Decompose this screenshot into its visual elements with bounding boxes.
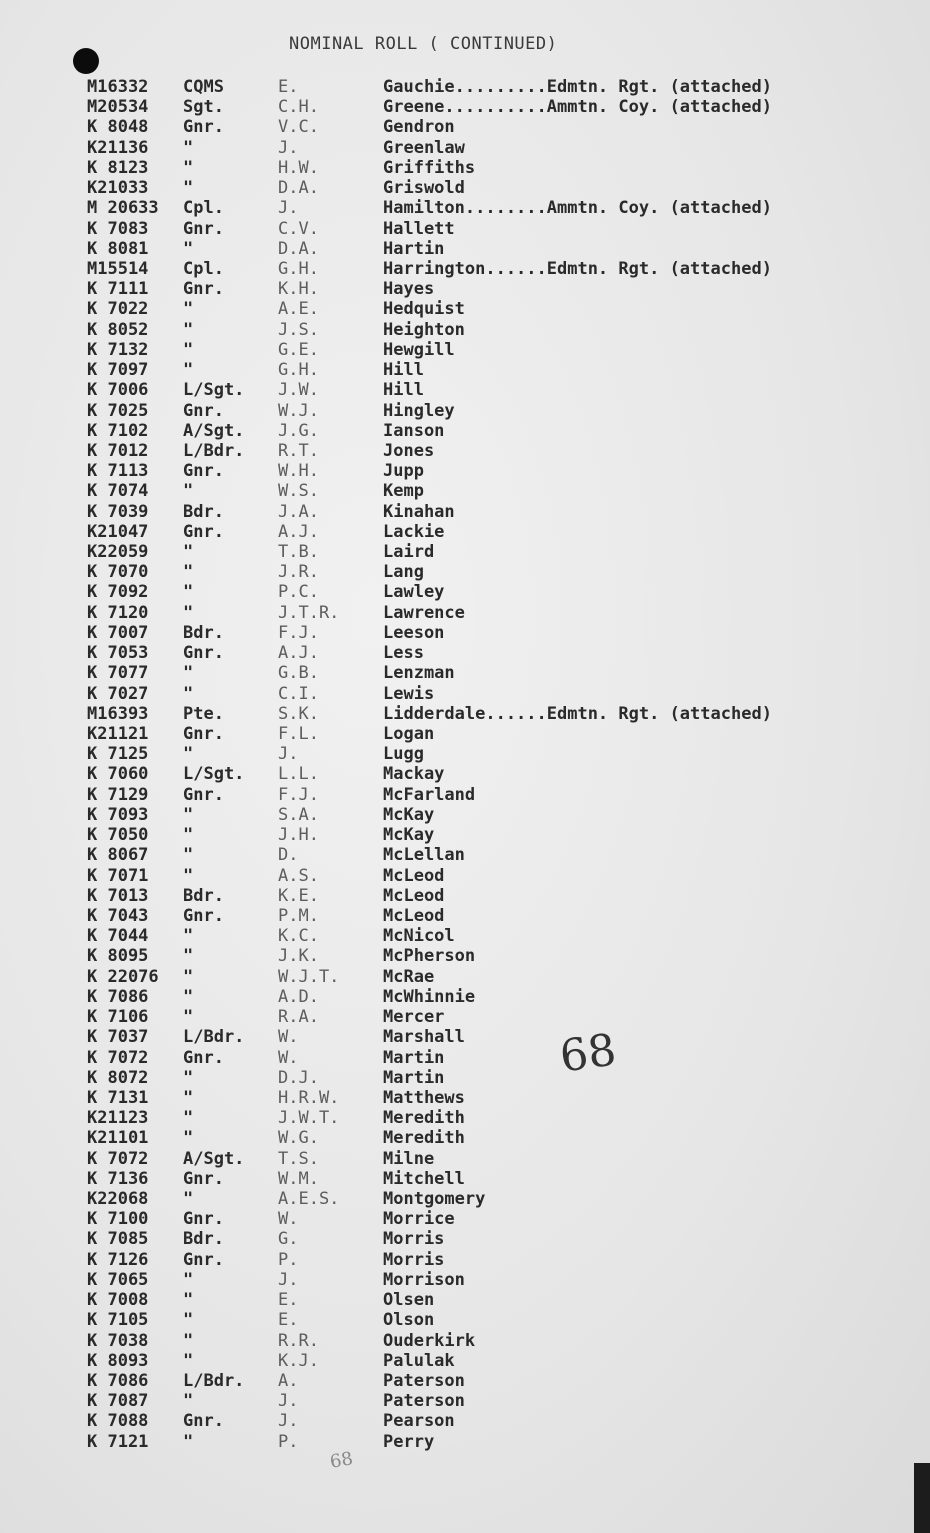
- initials: W.J.T.: [278, 966, 340, 987]
- service-number: K 7132: [87, 339, 149, 360]
- surname: Mitchell: [383, 1168, 465, 1189]
- initials: D.: [278, 845, 299, 866]
- page-title: NOMINAL ROLL ( CONTINUED): [289, 34, 558, 54]
- surname: Hingley: [383, 400, 455, 421]
- initials: R.R.: [278, 1330, 319, 1351]
- surname: Griswold: [383, 178, 465, 199]
- rank: ": [183, 178, 194, 199]
- surname: Gauchie.........Edmtn. Rgt. (attached): [383, 77, 772, 97]
- surname: Montgomery: [383, 1189, 486, 1210]
- rank: L/Sgt.: [183, 380, 245, 401]
- surname: Hill: [383, 380, 424, 401]
- service-number: K 7092: [87, 582, 149, 603]
- service-number: K 7100: [87, 1209, 149, 1230]
- surname: Perry: [383, 1431, 435, 1452]
- initials: J.H.: [278, 825, 319, 846]
- initials: J.: [278, 744, 299, 765]
- surname: McRae: [383, 966, 435, 987]
- surname: Lackie: [383, 521, 445, 542]
- initials: J.: [278, 198, 299, 219]
- service-number: K 7022: [87, 299, 149, 320]
- surname: Lidderdale......Edmtn. Rgt. (attached): [383, 703, 772, 724]
- rank: Sgt.: [183, 97, 224, 118]
- rank: Gnr.: [183, 784, 224, 805]
- rank: Gnr.: [183, 1209, 224, 1230]
- rank: L/Sgt.: [183, 764, 245, 785]
- service-number: K22068: [87, 1189, 149, 1210]
- service-number: K 7038: [87, 1330, 149, 1351]
- surname: Lawrence: [383, 602, 465, 623]
- surname: Martin: [383, 1067, 445, 1088]
- initials: J.W.: [278, 380, 319, 401]
- service-number: K21047: [87, 521, 149, 542]
- initials: K.H.: [278, 279, 319, 300]
- surname: Paterson: [383, 1391, 465, 1412]
- service-number: K 7065: [87, 1269, 149, 1290]
- service-number: K 7012: [87, 440, 149, 461]
- initials: C.H.: [278, 97, 319, 118]
- service-number: K 7131: [87, 1087, 149, 1108]
- initials: K.C.: [278, 926, 319, 947]
- initials: A.J.: [278, 643, 319, 664]
- initials: J.A.: [278, 501, 319, 522]
- service-number: K 7072: [87, 1148, 149, 1169]
- surname: Hayes: [383, 279, 435, 300]
- rank: ": [183, 339, 194, 360]
- rank: Pte.: [183, 703, 224, 724]
- service-number: K 7086: [87, 986, 149, 1007]
- surname: Palulak: [383, 1350, 455, 1371]
- initials: S.A.: [278, 804, 319, 825]
- initials: E.: [278, 1310, 299, 1331]
- initials: T.B.: [278, 542, 319, 563]
- service-number: K 7013: [87, 885, 149, 906]
- surname: McWhinnie: [383, 986, 476, 1007]
- initials: W.: [278, 1027, 299, 1048]
- initials: G.H.: [278, 258, 319, 279]
- initials: G.: [278, 1229, 299, 1250]
- surname: Matthews: [383, 1087, 465, 1108]
- surname: Olson: [383, 1310, 435, 1331]
- initials: D.A.: [278, 238, 319, 259]
- surname: Lugg: [383, 744, 424, 765]
- rank: ": [183, 1189, 194, 1210]
- service-number: K 7085: [87, 1229, 149, 1250]
- rank: Bdr.: [183, 1229, 224, 1250]
- surname: Hewgill: [383, 339, 455, 360]
- initials: P.: [278, 1431, 299, 1452]
- initials: W.M.: [278, 1168, 319, 1189]
- surname: Hedquist: [383, 299, 465, 320]
- surname: Marshall: [383, 1027, 465, 1048]
- service-number: K 7071: [87, 865, 149, 886]
- initials: A.J.: [278, 521, 319, 542]
- initials: W.: [278, 1047, 299, 1068]
- service-number: K 7105: [87, 1310, 149, 1331]
- service-number: M16393: [87, 703, 149, 724]
- surname: Heighton: [383, 319, 465, 340]
- surname: Martin: [383, 1047, 445, 1068]
- initials: W.S.: [278, 481, 319, 502]
- service-number: K 8048: [87, 117, 149, 138]
- surname: McLeod: [383, 885, 445, 906]
- rank: Gnr.: [183, 218, 224, 239]
- service-number: K21136: [87, 137, 149, 158]
- rank: Gnr.: [183, 117, 224, 138]
- initials: F.L.: [278, 724, 319, 744]
- surname: Pearson: [383, 1411, 455, 1432]
- rank: Gnr.: [183, 1168, 224, 1189]
- initials: A.E.S.: [278, 1189, 340, 1210]
- rank: Bdr.: [183, 622, 224, 643]
- service-number: M20534: [87, 97, 149, 118]
- rank: A/Sgt.: [183, 1148, 245, 1169]
- surname: Morris: [383, 1249, 445, 1270]
- service-number: K 7121: [87, 1431, 149, 1452]
- rank: L/Bdr.: [183, 1371, 245, 1391]
- surname: Paterson: [383, 1371, 465, 1391]
- service-number: K 7136: [87, 1168, 149, 1189]
- surname: Hallett: [383, 218, 455, 239]
- rank: ": [183, 683, 194, 704]
- rank: Gnr.: [183, 1047, 224, 1068]
- service-number: K 7102: [87, 420, 149, 441]
- service-number: K 7106: [87, 1007, 149, 1028]
- surname: Griffiths: [383, 157, 476, 178]
- initials: W.G.: [278, 1128, 319, 1149]
- initials: E.: [278, 1290, 299, 1311]
- rank: ": [183, 319, 194, 340]
- surname: Jupp: [383, 461, 424, 482]
- rank: ": [183, 1330, 194, 1351]
- service-number: K 7025: [87, 400, 149, 421]
- rank: ": [183, 1108, 194, 1129]
- rank: CQMS: [183, 77, 224, 97]
- service-number: K 7125: [87, 744, 149, 765]
- surname: Meredith: [383, 1108, 465, 1129]
- initials: J.: [278, 1411, 299, 1432]
- rank: Bdr.: [183, 885, 224, 906]
- surname: Less: [383, 643, 424, 664]
- rank: Cpl.: [183, 198, 224, 219]
- service-number: M 20633: [87, 198, 159, 219]
- rank: ": [183, 825, 194, 846]
- service-number: K 8072: [87, 1067, 149, 1088]
- initials: D.A.: [278, 178, 319, 199]
- service-number: K 7097: [87, 360, 149, 381]
- service-number: K21101: [87, 1128, 149, 1149]
- service-number: K 8095: [87, 946, 149, 967]
- rank: ": [183, 157, 194, 178]
- initials: G.H.: [278, 360, 319, 381]
- surname: Morris: [383, 1229, 445, 1250]
- service-number: K 7072: [87, 1047, 149, 1068]
- service-number: M16332: [87, 77, 149, 97]
- surname: Lenzman: [383, 663, 455, 684]
- service-number: K 7120: [87, 602, 149, 623]
- surname: McNicol: [383, 926, 455, 947]
- initials: W.H.: [278, 461, 319, 482]
- rank: ": [183, 804, 194, 825]
- rank: Gnr.: [183, 724, 224, 744]
- initials: G.E.: [278, 339, 319, 360]
- rank: Gnr.: [183, 1249, 224, 1270]
- service-number: K 7129: [87, 784, 149, 805]
- initials: K.E.: [278, 885, 319, 906]
- rank: ": [183, 1391, 194, 1412]
- rank: ": [183, 865, 194, 886]
- initials: J.T.R.: [278, 602, 340, 623]
- rank: ": [183, 926, 194, 947]
- initials: G.B.: [278, 663, 319, 684]
- surname: Morrison: [383, 1269, 465, 1290]
- surname: McPherson: [383, 946, 476, 967]
- surname: Gendron: [383, 117, 455, 138]
- service-number: K 7006: [87, 380, 149, 401]
- service-number: K 7060: [87, 764, 149, 785]
- rank: ": [183, 1128, 194, 1149]
- service-number: K 7043: [87, 905, 149, 926]
- initials: P.: [278, 1249, 299, 1270]
- initials: T.S.: [278, 1148, 319, 1169]
- surname: McLellan: [383, 845, 465, 866]
- rank: Gnr.: [183, 1411, 224, 1432]
- service-number: K 7037: [87, 1027, 149, 1048]
- initials: E.: [278, 77, 299, 97]
- service-number: K 7053: [87, 643, 149, 664]
- rank: L/Bdr.: [183, 1027, 245, 1048]
- service-number: K 8123: [87, 157, 149, 178]
- surname: Kemp: [383, 481, 424, 502]
- surname: McFarland: [383, 784, 476, 805]
- service-number: K 8093: [87, 1350, 149, 1371]
- service-number: K 7083: [87, 218, 149, 239]
- rank: ": [183, 562, 194, 583]
- rank: Gnr.: [183, 279, 224, 300]
- surname: Lewis: [383, 683, 435, 704]
- initials: J.S.: [278, 319, 319, 340]
- initials: H.W.: [278, 157, 319, 178]
- rank: ": [183, 360, 194, 381]
- rank: ": [183, 1007, 194, 1028]
- initials: J.K.: [278, 946, 319, 967]
- handwritten-page-number: 68: [556, 1024, 620, 1083]
- rank: A/Sgt.: [183, 420, 245, 441]
- surname: Mackay: [383, 764, 445, 785]
- surname: Kinahan: [383, 501, 455, 522]
- service-number: K 7077: [87, 663, 149, 684]
- service-number: K 7027: [87, 683, 149, 704]
- service-number: K 7074: [87, 481, 149, 502]
- rank: ": [183, 238, 194, 259]
- initials: L.L.: [278, 764, 319, 785]
- service-number: K 22076: [87, 966, 159, 987]
- surname: Mercer: [383, 1007, 445, 1028]
- rank: ": [183, 542, 194, 563]
- surname: Leeson: [383, 622, 445, 643]
- rank: ": [183, 1067, 194, 1088]
- initials: D.J.: [278, 1067, 319, 1088]
- surname: Ianson: [383, 420, 445, 441]
- rank: ": [183, 582, 194, 603]
- rank: ": [183, 602, 194, 623]
- initials: A.S.: [278, 865, 319, 886]
- initials: P.C.: [278, 582, 319, 603]
- rank: ": [183, 481, 194, 502]
- service-number: K 7007: [87, 622, 149, 643]
- service-number: K22059: [87, 542, 149, 563]
- surname: Logan: [383, 724, 435, 744]
- rank: ": [183, 845, 194, 866]
- rank: Cpl.: [183, 258, 224, 279]
- initials: J.: [278, 137, 299, 158]
- initials: K.J.: [278, 1350, 319, 1371]
- initials: J.R.: [278, 562, 319, 583]
- rank: ": [183, 663, 194, 684]
- service-number: K 8081: [87, 238, 149, 259]
- surname: McLeod: [383, 865, 445, 886]
- service-number: K21033: [87, 178, 149, 199]
- rank: ": [183, 137, 194, 158]
- surname: McLeod: [383, 905, 445, 926]
- service-number: K 8067: [87, 845, 149, 866]
- service-number: K 7111: [87, 279, 149, 300]
- initials: R.T.: [278, 440, 319, 461]
- initials: F.J.: [278, 784, 319, 805]
- rank: Gnr.: [183, 905, 224, 926]
- initials: J.W.T.: [278, 1108, 340, 1129]
- rank: ": [183, 1310, 194, 1331]
- service-number: K21121: [87, 724, 149, 744]
- initials: R.A.: [278, 1007, 319, 1028]
- rank: Gnr.: [183, 643, 224, 664]
- service-number: K 7044: [87, 926, 149, 947]
- service-number: K 7113: [87, 461, 149, 482]
- rank: ": [183, 1431, 194, 1452]
- rank: ": [183, 1087, 194, 1108]
- service-number: K 7039: [87, 501, 149, 522]
- initials: A.D.: [278, 986, 319, 1007]
- rank: ": [183, 299, 194, 320]
- rank: ": [183, 1269, 194, 1290]
- service-number: K 8052: [87, 319, 149, 340]
- initials: J.: [278, 1269, 299, 1290]
- surname: Milne: [383, 1148, 435, 1169]
- initials: A.: [278, 1371, 299, 1391]
- rank: Gnr.: [183, 521, 224, 542]
- initials: C.I.: [278, 683, 319, 704]
- initials: W.: [278, 1209, 299, 1230]
- initials: H.R.W.: [278, 1087, 340, 1108]
- service-number: K 7088: [87, 1411, 149, 1432]
- surname: McKay: [383, 825, 435, 846]
- faint-pencil-note: 68: [328, 1448, 355, 1473]
- initials: W.J.: [278, 400, 319, 421]
- surname: Greene..........Ammtn. Coy. (attached): [383, 97, 772, 118]
- rank: ": [183, 1350, 194, 1371]
- initials: A.E.: [278, 299, 319, 320]
- rank: L/Bdr.: [183, 440, 245, 461]
- service-number: M15514: [87, 258, 149, 279]
- surname: Laird: [383, 542, 435, 563]
- initials: C.V.: [278, 218, 319, 239]
- service-number: K 7050: [87, 825, 149, 846]
- surname: Meredith: [383, 1128, 465, 1149]
- page-corner-shadow: [914, 1463, 930, 1533]
- punch-hole: [73, 48, 99, 74]
- service-number: K 7086: [87, 1371, 149, 1391]
- rank: ": [183, 946, 194, 967]
- rank: ": [183, 1290, 194, 1311]
- surname: Morrice: [383, 1209, 455, 1230]
- rank: Gnr.: [183, 461, 224, 482]
- surname: Olsen: [383, 1290, 435, 1311]
- initials: P.M.: [278, 905, 319, 926]
- surname: McKay: [383, 804, 435, 825]
- initials: S.K.: [278, 703, 319, 724]
- rank: ": [183, 966, 194, 987]
- surname: Hamilton........Ammtn. Coy. (attached): [383, 198, 772, 219]
- service-number: K 7070: [87, 562, 149, 583]
- rank: Gnr.: [183, 400, 224, 421]
- initials: J.: [278, 1391, 299, 1412]
- service-number: K21123: [87, 1108, 149, 1129]
- service-number: K 7087: [87, 1391, 149, 1412]
- rank: Bdr.: [183, 501, 224, 522]
- surname: Lawley: [383, 582, 445, 603]
- service-number: K 7008: [87, 1290, 149, 1311]
- initials: V.C.: [278, 117, 319, 138]
- rank: ": [183, 744, 194, 765]
- initials: F.J.: [278, 622, 319, 643]
- service-number: K 7093: [87, 804, 149, 825]
- surname: Hartin: [383, 238, 445, 259]
- surname: Harrington......Edmtn. Rgt. (attached): [383, 258, 772, 279]
- surname: Lang: [383, 562, 424, 583]
- surname: Ouderkirk: [383, 1330, 476, 1351]
- initials: J.G.: [278, 420, 319, 441]
- surname: Jones: [383, 440, 435, 461]
- surname: Greenlaw: [383, 137, 465, 158]
- surname: Hill: [383, 360, 424, 381]
- service-number: K 7126: [87, 1249, 149, 1270]
- rank: ": [183, 986, 194, 1007]
